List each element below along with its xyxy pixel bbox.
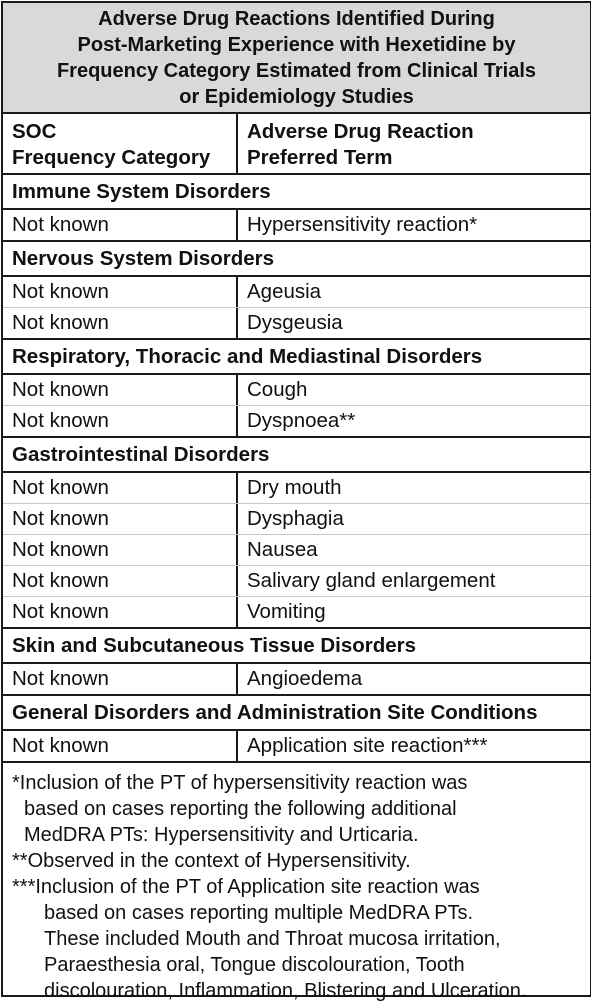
footnote-line: discolouration, Inflammation, Blistering and Ulceration.: [44, 980, 527, 1002]
table-row: [3, 308, 590, 340]
col-header-soc-line2: Frequency Category: [12, 146, 211, 169]
term-cell: Application site reaction***: [247, 734, 488, 757]
table-row: [3, 566, 590, 597]
term-cell: Hypersensitivity reaction*: [247, 213, 478, 236]
footnote-line: based on cases reporting the following additional: [24, 798, 457, 820]
frequency-cell: Not known: [3, 566, 238, 596]
table-row: [3, 535, 590, 566]
title-line: Frequency Category Estimated from Clinical Trials: [56, 59, 537, 82]
term-cell: Vomiting: [247, 600, 326, 623]
section-header: Skin and Subcutaneous Tissue Disorders: [3, 629, 590, 664]
frequency-cell: Not known: [3, 473, 238, 503]
col-header-soc-line1: SOC: [12, 120, 57, 143]
footnotes: [3, 763, 590, 1004]
title-line: Adverse Drug Reactions Identified During: [98, 7, 495, 30]
title-line: or Epidemiology Studies: [179, 85, 414, 108]
frequency-cell: Not known: [3, 277, 238, 307]
frequency-cell: Not known: [3, 406, 238, 436]
table-row: [3, 597, 590, 629]
footnote-line: These included Mouth and Throat mucosa irritation,: [44, 928, 501, 950]
frequency-cell: Not known: [3, 504, 238, 534]
term-cell: Cough: [247, 378, 308, 401]
table-row: [3, 375, 590, 406]
footnote-application-site: [12, 874, 590, 1004]
table-row: [3, 731, 590, 763]
table-row: [3, 406, 590, 438]
term-cell: Nausea: [247, 538, 318, 561]
footnote-line: Paraesthesia oral, Tongue discolouration, Tooth: [44, 954, 465, 976]
title-line: Post-Marketing Experience with Hexetidine by: [77, 33, 516, 56]
frequency-cell: Not known: [3, 375, 238, 405]
section-header: Nervous System Disorders: [3, 242, 590, 277]
table-row: [3, 473, 590, 504]
footnote-line: **Observed in the context of Hypersensitivity.: [12, 850, 411, 872]
term-cell: Ageusia: [247, 280, 322, 303]
term-cell: Angioedema: [247, 667, 363, 690]
col-header-adr-line1: Adverse Drug Reaction: [247, 120, 474, 143]
table-row: [3, 504, 590, 535]
term-cell: Dry mouth: [247, 476, 342, 499]
section-header: General Disorders and Administration Site Conditions: [3, 696, 590, 731]
column-header-row: [3, 114, 590, 175]
footnote-line: ***Inclusion of the PT of Application site reaction was: [12, 876, 480, 898]
frequency-cell: Not known: [3, 535, 238, 565]
term-cell: Dysgeusia: [247, 311, 343, 334]
col-header-adr-line2: Preferred Term: [247, 146, 393, 169]
table-row: [3, 277, 590, 308]
col-header-soc: [3, 114, 238, 173]
frequency-cell: Not known: [3, 597, 238, 627]
frequency-cell: Not known: [3, 210, 238, 240]
section-header: Immune System Disorders: [3, 175, 590, 210]
footnote-dyspnoea: [12, 848, 590, 874]
term-cell: Dyspnoea**: [247, 409, 356, 432]
footnote-hypersensitivity: [12, 770, 590, 848]
footnote-line: based on cases reporting multiple MedDRA PTs.: [44, 902, 474, 924]
frequency-cell: Not known: [3, 308, 238, 338]
adr-table: [1, 1, 591, 1002]
term-cell: Dysphagia: [247, 507, 344, 530]
footnote-line: *Inclusion of the PT of hypersensitivity reaction was: [12, 772, 468, 794]
table-row: [3, 210, 590, 242]
section-header: Gastrointestinal Disorders: [3, 438, 590, 473]
section-header: Respiratory, Thoracic and Mediastinal Disorders: [3, 340, 590, 375]
frequency-cell: Not known: [3, 731, 238, 761]
table-row: [3, 664, 590, 696]
col-header-adr: [238, 114, 590, 173]
table-title: [3, 3, 590, 114]
footnote-line: MedDRA PTs: Hypersensitivity and Urticaria.: [24, 824, 419, 846]
frequency-cell: Not known: [3, 664, 238, 694]
term-cell: Salivary gland enlargement: [247, 569, 496, 592]
